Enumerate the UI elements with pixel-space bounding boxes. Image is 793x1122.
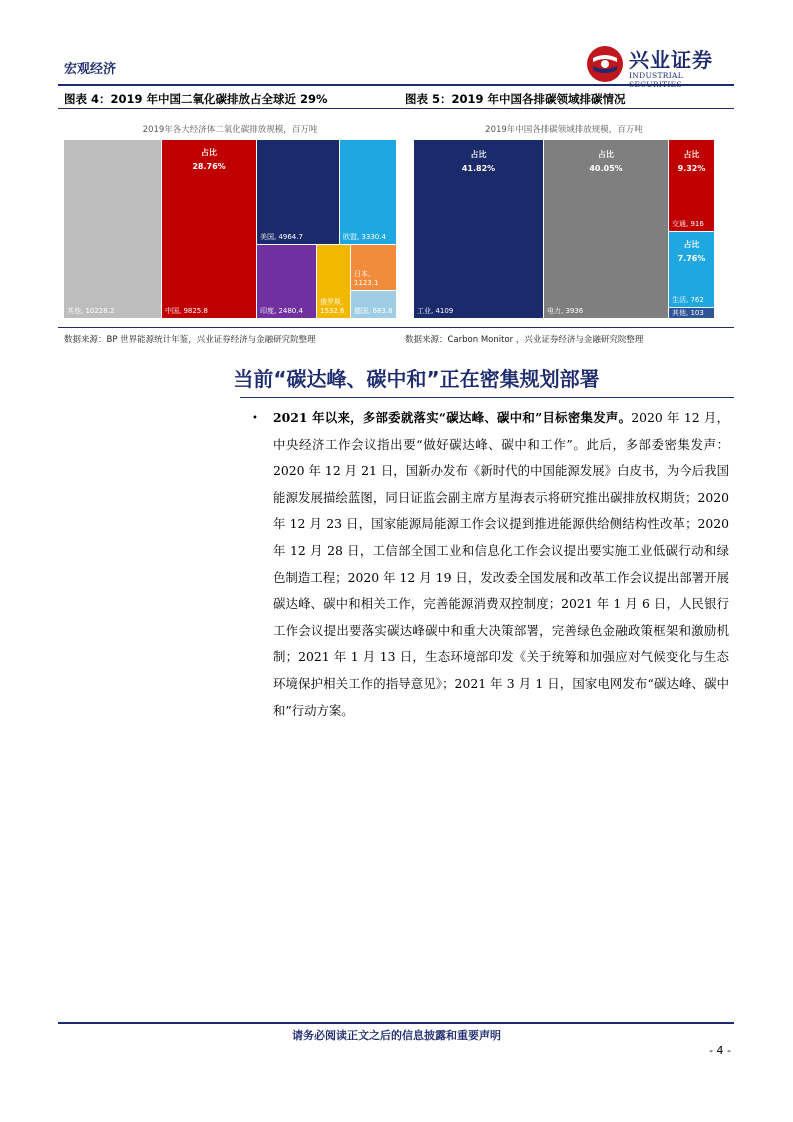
tile-label: 其他, 10228.2: [67, 307, 115, 315]
figure-4-title: 图表 4：2019 年中国二氧化碳排放占全球近 29%: [64, 92, 328, 106]
tile-other: [64, 140, 161, 318]
chart-2-title: 2019年中国各排碳领域排放规模，百万吨: [485, 125, 643, 135]
share-caption: 占比: [470, 150, 487, 159]
figure-5-title: 图表 5：2019 年中国各排碳领域排碳情况: [405, 92, 626, 106]
tile-label: 日本, 1123.1: [354, 270, 379, 287]
tile-russia: [317, 245, 350, 318]
share-caption: 占比: [683, 150, 700, 159]
section-title: 当前“碳达峰、碳中和”正在密集规划部署: [233, 367, 600, 391]
share-value: 28.76%: [192, 162, 226, 171]
paragraph-lead: 2021 年以来，多部委就落实“碳达峰、碳中和”目标密集发声。: [273, 410, 632, 425]
footer-divider: [58, 1022, 734, 1024]
share-caption: 占比: [683, 240, 700, 249]
chart-1-title: 2019年各大经济体二氧化碳排放规模，百万吨: [142, 125, 318, 135]
share-value: 41.82%: [461, 164, 496, 173]
chart-1-treemap: [64, 140, 396, 318]
section-paragraph: [273, 405, 729, 724]
logo-text-cn: 兴业证券: [629, 48, 713, 72]
tile-japan: [351, 245, 396, 290]
tile-label: 电力, 3936: [547, 307, 584, 315]
tile-power: [544, 140, 668, 318]
tile-label: 欧盟, 3330.4: [343, 233, 386, 241]
share-caption: 占比: [598, 150, 614, 159]
tile-label: 印度, 2480.4: [260, 307, 303, 315]
tile-usa: [257, 140, 339, 244]
tile-label: 交通, 916: [672, 220, 704, 228]
tile-china: [162, 140, 256, 318]
section-divider: [240, 397, 734, 398]
tile-label: 中国, 9825.8: [165, 307, 208, 315]
tile-label: 美国, 4964.7: [260, 233, 303, 241]
tile-label: 生活, 762: [672, 296, 704, 304]
tile-other-sector: [669, 308, 714, 318]
logo-mark-icon: [585, 44, 625, 84]
tile-label: 其他, 103: [672, 309, 704, 317]
share-value: 7.76%: [677, 254, 706, 263]
share-value: 9.32%: [677, 164, 706, 173]
paragraph-body: 2020 年 12 月，中央经济工作会议指出要“做好碳达峰、碳中和工作”。此后，多部委密集发声：2020 年 12 月 21 日，国新办发布《新时代的中国能源发展》白皮书，为今后我国能源发展描绘蓝图，同日证监会副主席方星海表示将研究推出碳排放权期货；2020 年 12 月 23 日，国家能源局能源工作会议提到推进能源供给侧结构性改革；2020 年 12 月 28 日，工信部全国工业和信息化工作会议提出要实施工业低碳行动和绿色制造工程；2020 年 12 月 19 日，发改委全国发展和改革工作会议提出部署开展碳达峰、碳中和相关工作，完善能源消费双控制度；2021 年 1 月 6 日，人民银行工作会议提出要落实碳达峰碳中和重大决策部署，完善绿色金融政策框架和激励机制；2021 年 1 月 13 日，生态环境部印发《关于统筹和加强应对气候变化与生态环境保护相关工作的指导意见》；2021 年 3 月 1 日，国家电网发布“碳达峰、碳中和”行动方案。: [273, 410, 729, 718]
share-value: 40.05%: [589, 164, 623, 173]
tile-residential: [669, 232, 714, 307]
page-number: - 4 -: [709, 1044, 731, 1057]
chart-2-treemap: [414, 140, 714, 318]
source-divider: [58, 327, 734, 328]
figure-title-divider: [58, 108, 734, 109]
header-section-label: 宏观经济: [64, 62, 117, 77]
tile-germany: [351, 291, 396, 318]
share-caption: 占比: [201, 148, 217, 157]
tile-transport: [669, 140, 714, 231]
tile-industry: [414, 140, 543, 318]
tile-india: [257, 245, 316, 318]
tile-eu: [340, 140, 396, 244]
footer-disclaimer: 请务必阅读正文之后的信息披露和重要声明: [292, 1029, 501, 1042]
logo-text-en: INDUSTRIAL SECURITIES: [629, 71, 684, 89]
tile-label: 俄罗斯, 1532.6: [320, 298, 345, 315]
figure-4-source: 数据来源：BP 世界能源统计年鉴，兴业证券经济与金融研究院整理: [64, 335, 316, 345]
figure-5-source: 数据来源：Carbon Monitor ，兴业证券经济与金融研究院整理: [405, 335, 644, 345]
bullet-icon: •: [252, 413, 258, 424]
tile-label: 工业, 4109: [417, 307, 454, 315]
tile-label: 德国, 683.8: [354, 307, 393, 315]
company-logo: [585, 44, 735, 89]
header-divider: [58, 84, 734, 86]
